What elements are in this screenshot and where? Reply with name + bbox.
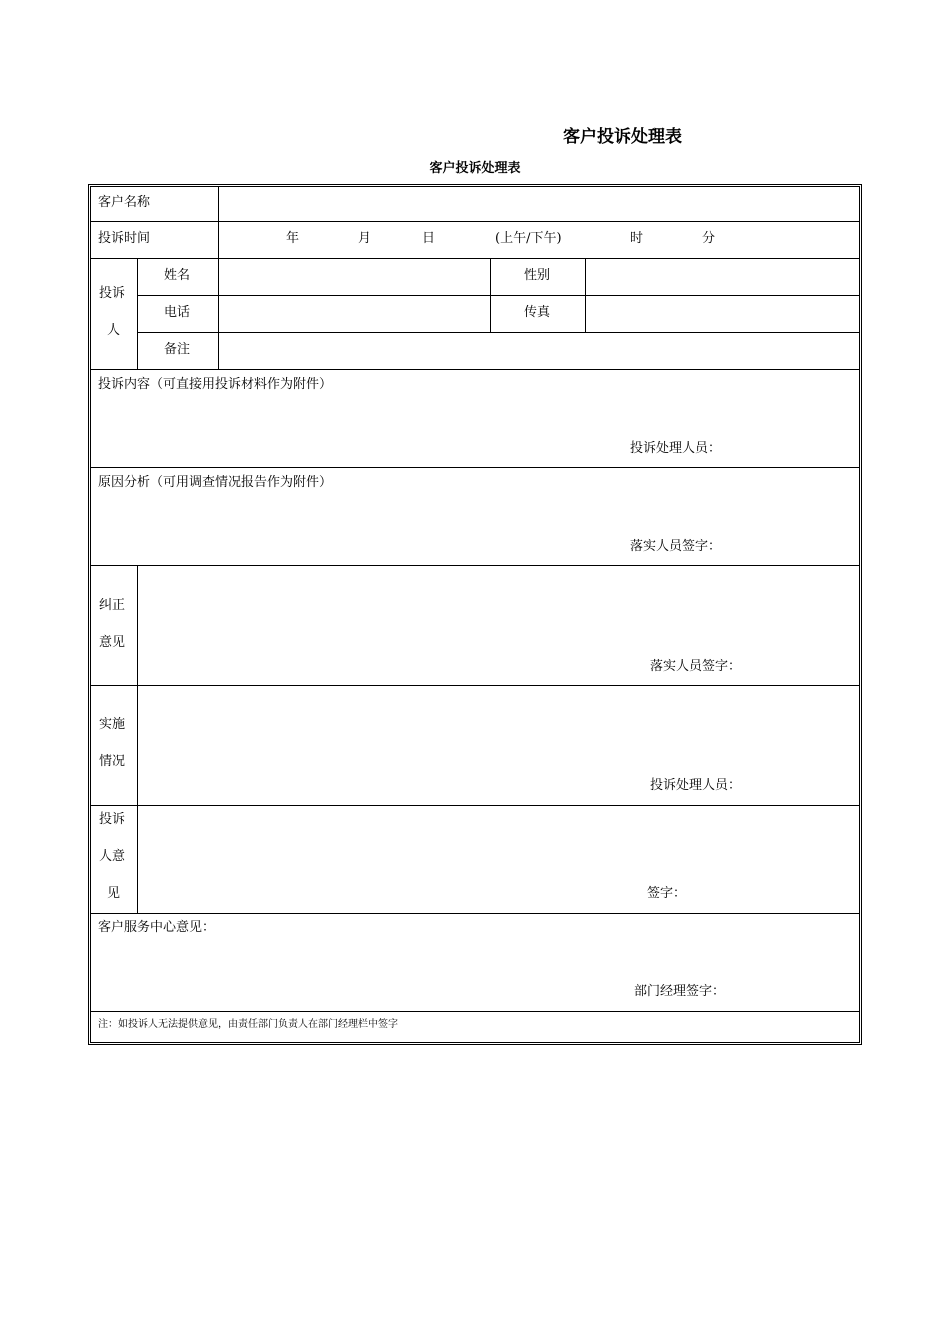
page-title: 客户投诉处理表 xyxy=(563,127,682,147)
correction-label-line1: 纠正 xyxy=(99,598,126,613)
complaint-form xyxy=(88,184,862,1045)
remark-label: 备注 xyxy=(164,342,191,357)
footer-note: 注：如投诉人无法提供意见，由责任部门负责人在部门经理栏中签字 xyxy=(98,1019,398,1030)
minute-label: 分 xyxy=(702,231,716,246)
gender-field[interactable] xyxy=(586,259,859,295)
complainant-opinion-label-line1: 投诉 xyxy=(99,812,126,827)
implementation-label-line2: 情况 xyxy=(99,754,126,769)
form-subtitle: 客户投诉处理表 xyxy=(429,161,521,176)
gender-label: 性别 xyxy=(524,268,551,283)
cause-analysis-label: 原因分析（可用调查情况报告作为附件） xyxy=(98,475,333,490)
customer-name-field[interactable] xyxy=(219,188,859,221)
service-center-signer: 部门经理签字： xyxy=(634,984,726,999)
ampm-label: (上午/下午) xyxy=(495,231,562,246)
implementation-field[interactable] xyxy=(138,686,859,805)
correction-field[interactable] xyxy=(138,566,859,685)
phone-label: 电话 xyxy=(164,305,191,320)
day-label: 日 xyxy=(422,231,436,246)
complaint-content-label: 投诉内容（可直接用投诉材料作为附件） xyxy=(98,377,333,392)
complaint-content-signer: 投诉处理人员： xyxy=(630,441,722,456)
month-label: 月 xyxy=(358,231,372,246)
complainant-opinion-label-line2: 人意 xyxy=(99,849,126,864)
name-label: 姓名 xyxy=(164,268,191,283)
name-field[interactable] xyxy=(219,259,490,295)
fax-label: 传真 xyxy=(524,305,551,320)
implementation-signer: 投诉处理人员： xyxy=(650,778,742,793)
service-center-label: 客户服务中心意见： xyxy=(98,920,216,935)
fax-field[interactable] xyxy=(586,296,859,332)
complainant-group-label-line2: 人 xyxy=(107,323,121,338)
row-divider xyxy=(91,1011,859,1012)
correction-label-line2: 意见 xyxy=(99,635,126,650)
phone-field[interactable] xyxy=(219,296,490,332)
column-divider xyxy=(490,258,491,332)
hour-label: 时 xyxy=(630,231,644,246)
cause-analysis-signer: 落实人员签字： xyxy=(630,539,722,554)
column-divider xyxy=(137,258,138,369)
complainant-opinion-signer: 签字： xyxy=(647,886,687,901)
complainant-opinion-field[interactable] xyxy=(138,806,859,913)
complainant-opinion-label-line3: 见 xyxy=(107,886,121,901)
complaint-time-label: 投诉时间 xyxy=(98,231,151,246)
complainant-group-label-line1: 投诉 xyxy=(99,286,126,301)
customer-name-label: 客户名称 xyxy=(98,195,151,210)
year-label: 年 xyxy=(286,231,300,246)
remark-field[interactable] xyxy=(219,333,859,369)
implementation-label-line1: 实施 xyxy=(99,717,126,732)
correction-signer: 落实人员签字： xyxy=(650,659,742,674)
